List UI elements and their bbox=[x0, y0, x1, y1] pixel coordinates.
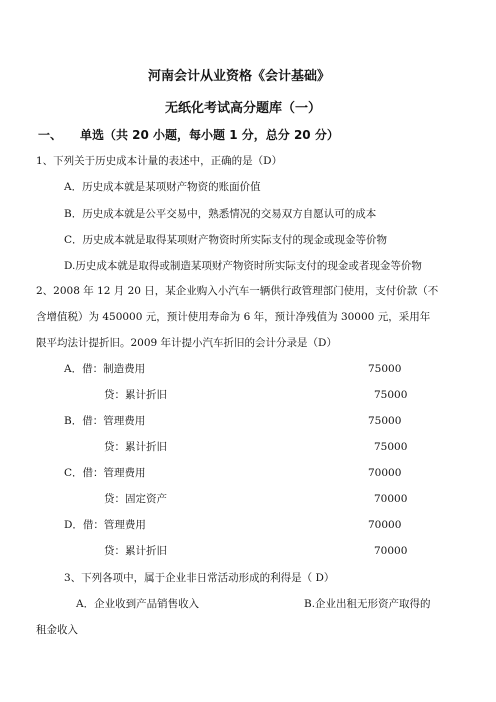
q2-option-b-debit-amount: 75000 bbox=[368, 415, 402, 427]
q2-option-a-debit: A．借：制造费用 bbox=[64, 363, 146, 375]
q1-option-a: A．历史成本就是某项财产物资的账面价值 bbox=[64, 181, 261, 193]
q2-stem-line-1: 2、2008 年 12 月 20 日，某企业购入小汽车一辆供行政管理部门使用，支付价款（不 bbox=[36, 285, 439, 297]
q2-option-c-debit-amount: 70000 bbox=[368, 467, 402, 479]
q2-option-b-debit: B．借：管理费用 bbox=[64, 415, 146, 427]
q2-option-a-credit-amount: 75000 bbox=[374, 389, 408, 401]
q2-option-b-credit: 贷：累计折旧 bbox=[104, 441, 167, 453]
q2-option-d-debit: D．借：管理费用 bbox=[64, 519, 146, 531]
q3-option-a: A．企业收到产品销售收入 bbox=[76, 598, 200, 610]
section-heading: 单选（共 20 小题，每小题 1 分，总分 20 分） bbox=[80, 128, 339, 142]
q2-option-a-credit: 贷：累计折旧 bbox=[104, 389, 167, 401]
q1-option-b: B．历史成本就是公平交易中，熟悉情况的交易双方自愿认可的成本 bbox=[64, 208, 377, 220]
q2-option-d-credit-amount: 70000 bbox=[374, 545, 408, 557]
q3-stem: 3、下列各项中，属于企业非日常活动形成的利得是（ D） bbox=[64, 572, 335, 584]
q2-option-d-credit: 贷：累计折旧 bbox=[104, 545, 167, 557]
q3-option-b-continued: 租金收入 bbox=[36, 624, 78, 636]
q2-option-a-debit-amount: 75000 bbox=[368, 363, 402, 375]
document-title: 河南会计从业资格《会计基础》 bbox=[148, 69, 331, 84]
q2-option-c-credit-amount: 70000 bbox=[374, 493, 408, 505]
q1-option-c: C．历史成本就是取得某项财产物资时所实际支付的现金或现金等价物 bbox=[64, 234, 388, 246]
q1-stem: 1、下列关于历史成本计量的表述中，正确的是（D） bbox=[36, 155, 283, 167]
q2-option-c-credit: 贷：固定资产 bbox=[104, 493, 167, 505]
q2-option-d-debit-amount: 70000 bbox=[368, 519, 402, 531]
q2-option-b-credit-amount: 75000 bbox=[374, 441, 408, 453]
q1-option-d: D.历史成本就是取得或制造某项财产物资时所实际支付的现金或者现金等价物 bbox=[64, 260, 422, 272]
section-number: 一、 bbox=[38, 128, 63, 142]
q2-stem-line-3: 限平均法计提折旧。2009 年计提小汽车折旧的会计分录是（D） bbox=[36, 337, 337, 349]
document-subtitle: 无纸化考试高分题库（一） bbox=[165, 101, 322, 116]
q2-stem-line-2: 含增值税）为 450000 元，预计使用寿命为 6 年，预计净残值为 30000 元，采用年 bbox=[36, 311, 431, 323]
q2-option-c-debit: C．借：管理费用 bbox=[64, 467, 146, 479]
q3-option-b: B.企业出租无形资产取得的 bbox=[304, 598, 431, 610]
